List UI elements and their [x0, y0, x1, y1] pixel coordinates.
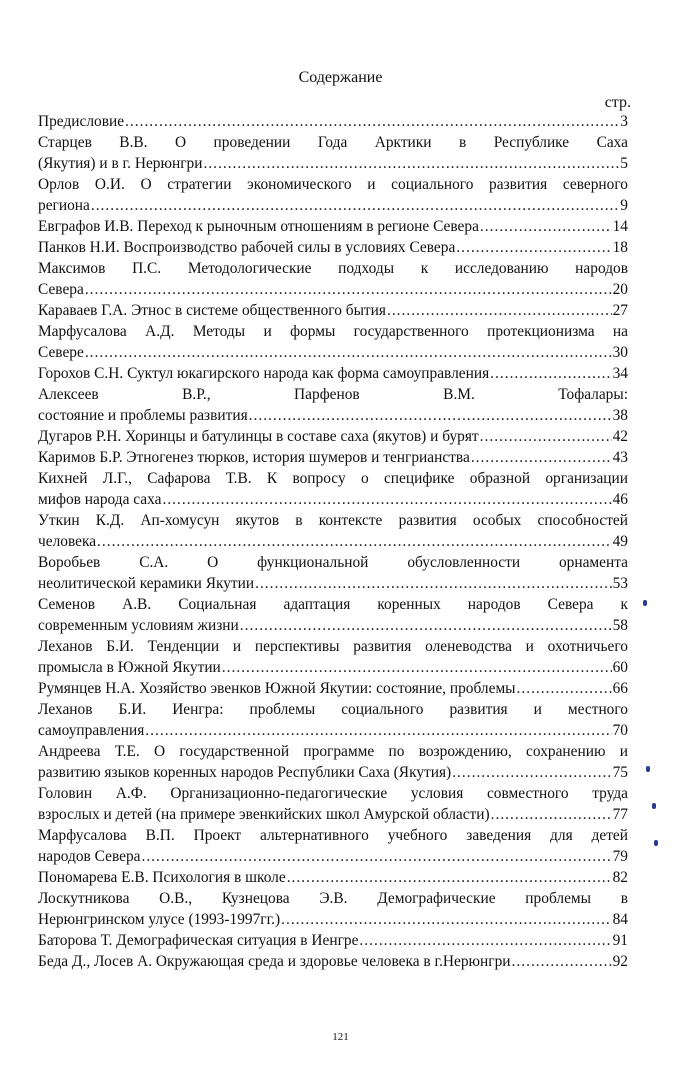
toc-entry-text: Горохов С.Н. Суктул юкагирского народа как форма самоуправления [38, 365, 490, 382]
toc-entry-text: Алексеев В.Р., Парфенов В.М. Тофалары: [38, 386, 628, 403]
dot-leader [387, 300, 612, 321]
toc-entry [38, 174, 628, 216]
toc-entry-page: 46 [612, 491, 628, 508]
toc-entry [38, 447, 628, 468]
toc-entry [38, 951, 628, 972]
toc-entry-text: взрослых и детей (на примере эвенкийских школ Амурской области) [38, 806, 490, 823]
dot-leader [359, 930, 611, 951]
dot-leader [281, 909, 611, 930]
toc-entry-text: Каримов Б.Р. Этногенез тюрков, история шумеров и тенгрианства [38, 449, 470, 466]
dot-leader [491, 804, 612, 825]
toc-entry-text: Лоскутникова О.В., Кузнецова Э.В. Демографические проблемы в [38, 890, 628, 907]
toc-entry [38, 321, 628, 363]
toc-entry [38, 468, 628, 510]
toc-entry-text: самоуправления [38, 722, 145, 739]
toc-entry [38, 111, 628, 132]
toc-entry-page: 38 [612, 407, 628, 424]
toc-entry-text: развитию языков коренных народов Республики Саха (Якутия) [38, 764, 452, 781]
dot-leader [471, 447, 612, 468]
toc-entry-page: 5 [620, 155, 628, 172]
toc-entry-page: 9 [620, 197, 628, 214]
dot-leader [125, 111, 619, 132]
toc-entry-text: Севере [38, 344, 84, 361]
toc-entry-text: Евграфов И.В. Переход к рыночным отношениям в регионе Севера [38, 218, 479, 235]
toc-entry-page: 60 [612, 659, 628, 676]
dot-leader [490, 363, 611, 384]
dot-leader [480, 216, 612, 237]
toc-entry-text: Уткин К.Д. Ап-хомусун якутов в контексте развития особых способностей [38, 512, 628, 529]
dot-leader [203, 153, 619, 174]
toc-entry [38, 258, 628, 300]
toc-entry-page: 34 [612, 365, 628, 382]
toc-entry-text: (Якутия) и в г. Нерюнгри [38, 155, 203, 172]
toc-entry [38, 636, 628, 678]
toc-entry [38, 825, 628, 867]
toc-entry-text: Нерюнгринском улусе (1993-1997гг.) [38, 911, 281, 928]
dot-leader [480, 426, 612, 447]
toc-entry [38, 594, 628, 636]
toc-entry-text: мифов народа саха [38, 491, 162, 508]
dot-leader [85, 342, 612, 363]
toc-entry-text: Андреева Т.Е. О государственной программе по возрождению, сохранению и [38, 743, 628, 760]
toc-entry-page: 84 [612, 911, 628, 928]
toc-entry-text: промысла в Южной Якутии [38, 659, 221, 676]
toc-entry [38, 216, 628, 237]
toc-entry-text: неолитической керамики Якутии [38, 575, 255, 592]
toc-entry [38, 783, 628, 825]
toc-entry-text: Предисловие [38, 113, 125, 130]
margin-ink-mark [643, 600, 647, 606]
toc-entry [38, 552, 628, 594]
toc-entry-text: Леханов Б.И. Тенденции и перспективы развития оленеводства и охотничьего [38, 638, 628, 655]
toc-entry [38, 363, 628, 384]
dot-leader [85, 279, 612, 300]
toc-entry-text: Кихней Л.Г., Сафарова Т.В. К вопросу о специфике образной организации [38, 470, 628, 487]
toc-entry-text: Старцев В.В. О проведении Года Арктики в Республике Саха [38, 134, 628, 151]
toc-entry-text: Панков Н.И. Воспроизводство рабочей силы в условиях Севера [38, 239, 456, 256]
page-title: Содержание [298, 69, 383, 86]
toc-entry-text: Марфусалова А.Д. Методы и формы государственного протекционизма на [38, 323, 628, 340]
toc-entry [38, 699, 628, 741]
toc-entry-page: 66 [612, 680, 628, 697]
toc-entry-page: 77 [612, 806, 628, 823]
dot-leader [249, 405, 612, 426]
dot-leader [222, 657, 612, 678]
toc-entry-text: региона [38, 197, 90, 214]
margin-ink-mark [654, 840, 658, 846]
toc-entry-page: 49 [612, 533, 628, 550]
margin-ink-mark [652, 803, 656, 809]
toc-entry-text: Пономарева Е.В. Психология в школе [38, 869, 286, 886]
dot-leader [517, 678, 612, 699]
toc-entry-text: Орлов О.И. О стратегии экономического и социального развития северного [38, 176, 628, 193]
toc-entry-page: 18 [612, 239, 628, 256]
toc-entry [38, 930, 628, 951]
toc-entry-text: Беда Д., Лосев А. Окружающая среда и здоровье человека в г.Нерюнгри [38, 953, 511, 970]
toc-entry [38, 867, 628, 888]
dot-leader [145, 720, 611, 741]
toc-entry-text: Баторова Т. Демографическая ситуация в Иенгре [38, 932, 359, 949]
dot-leader [512, 951, 612, 972]
toc-entry-page: 14 [612, 218, 628, 235]
toc-entry-page: 92 [612, 953, 628, 970]
toc-entry-text: Леханов Б.И. Иенгра: проблемы социального развития и местного [38, 701, 628, 718]
toc-entry-text: состояние и проблемы развития [38, 407, 248, 424]
toc-entry-text: Воробьев С.А. О функциональной обусловленности орнамента [38, 554, 628, 571]
dot-leader [287, 867, 612, 888]
toc-entry-text: Караваев Г.А. Этнос в системе общественного бытия [38, 302, 386, 319]
toc-entry-text: Румянцев Н.А. Хозяйство эвенков Южной Якутии: состояние, проблемы [38, 680, 516, 697]
toc-entry [38, 384, 628, 426]
toc-entry-page: 53 [612, 575, 628, 592]
dot-leader [452, 762, 611, 783]
page-column-label: стр. [604, 94, 631, 111]
toc-entry [38, 132, 628, 174]
toc-entry [38, 510, 628, 552]
dot-leader [456, 237, 611, 258]
toc-entry-text: Максимов П.С. Методологические подходы к исследованию народов [38, 260, 628, 277]
dot-leader [162, 489, 611, 510]
toc-entry-text: Марфусалова В.П. Проект альтернативного учебного заведения для детей [38, 827, 628, 844]
toc-entry [38, 888, 628, 930]
toc-entry [38, 237, 628, 258]
footer-page-number: 121 [332, 1031, 349, 1043]
dot-leader [91, 195, 619, 216]
toc-entry-page: 27 [612, 302, 628, 319]
toc-entry [38, 678, 628, 699]
toc-entry-page: 79 [612, 848, 628, 865]
toc-entry-page: 43 [612, 449, 628, 466]
toc-entry-page: 58 [612, 617, 628, 634]
toc-entry-page: 30 [612, 344, 628, 361]
table-of-contents [38, 111, 628, 972]
dot-leader [240, 615, 612, 636]
toc-entry-page: 42 [612, 428, 628, 445]
toc-entry-page: 70 [612, 722, 628, 739]
dot-leader [255, 573, 612, 594]
toc-entry-page: 3 [620, 113, 628, 130]
toc-entry-page: 20 [612, 281, 628, 298]
toc-entry [38, 300, 628, 321]
dot-leader [97, 531, 612, 552]
toc-entry-text: Семенов А.В. Социальная адаптация коренных народов Севера к [38, 596, 628, 613]
toc-entry-page: 75 [612, 764, 628, 781]
dot-leader [141, 846, 611, 867]
toc-entry-text: Головин А.Ф. Организационно-педагогические условия совместного труда [38, 785, 628, 802]
toc-entry-page: 91 [612, 932, 628, 949]
toc-entry [38, 426, 628, 447]
toc-entry-text: человека [38, 533, 97, 550]
toc-entry-text: народов Севера [38, 848, 141, 865]
toc-entry-text: Дугаров Р.Н. Хоринцы и батулинцы в составе саха (якутов) и бурят [38, 428, 479, 445]
toc-entry [38, 741, 628, 783]
margin-ink-mark [646, 766, 650, 772]
toc-entry-text: современным условиям жизни [38, 617, 239, 634]
toc-entry-page: 82 [612, 869, 628, 886]
toc-entry-text: Севера [38, 281, 84, 298]
